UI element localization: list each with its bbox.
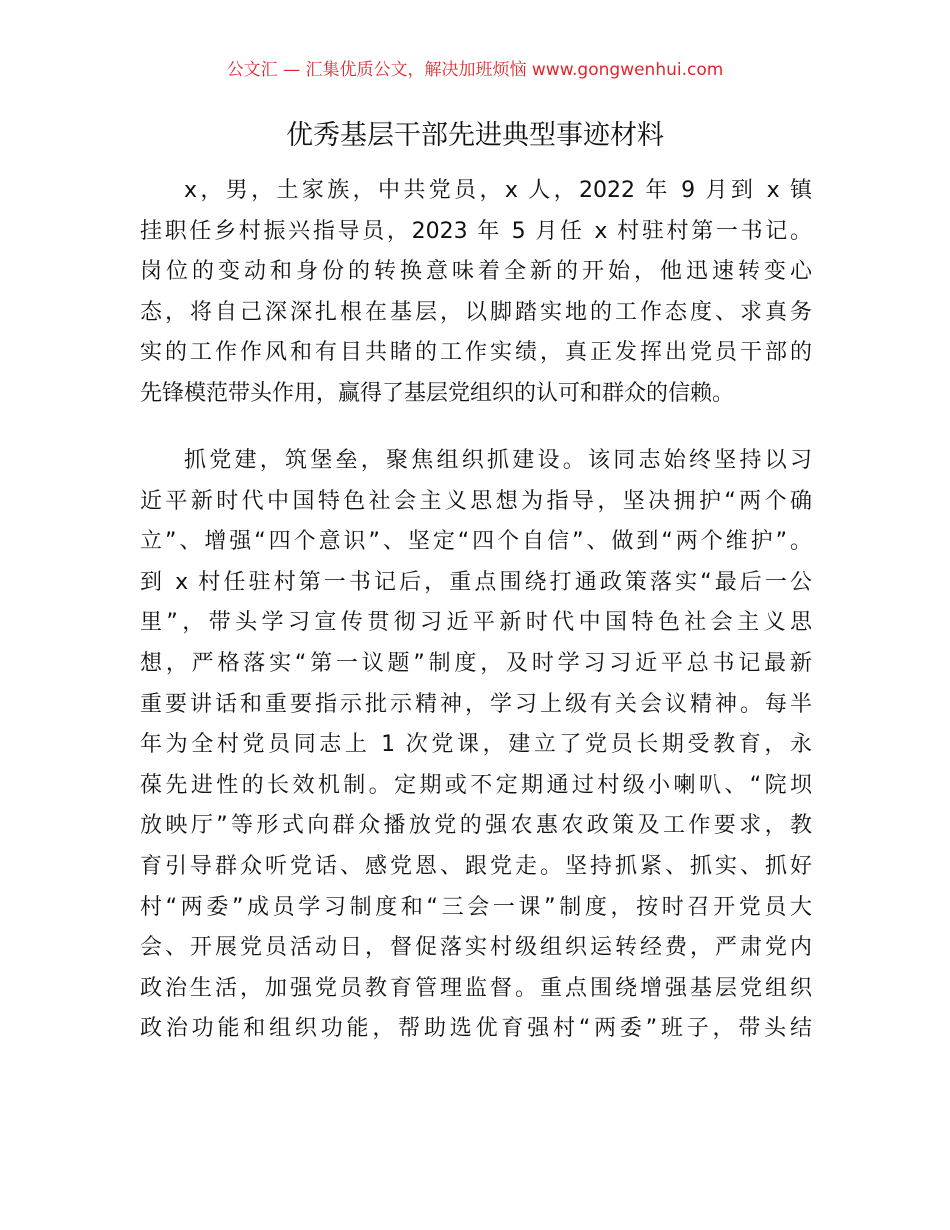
paragraph-line: 会、开展党员活动日，督促落实村级组织运转经费，严肃党内: [140, 935, 812, 961]
paragraph-line: 先锋模范带头作用，赢得了基层党组织的认可和群众的信赖。: [140, 380, 735, 406]
document-title: 优秀基层干部先进典型事迹材料: [286, 120, 664, 151]
paragraph-line: 放映厅”等形式向群众播放党的强农惠农政策及工作要求，教: [140, 813, 812, 839]
paragraph-intro: [140, 171, 812, 415]
paragraph-line: 育引导群众听党话、感党恩、跟党走。坚持抓紧、抓实、抓好: [140, 853, 812, 879]
paragraph-line: 政治功能和组织功能，帮助选优育强村“两委”班子，带头结: [140, 1016, 812, 1042]
paragraph-line: 到 x 村任驻村第一书记后，重点围绕打通政策落实“最后一公: [140, 569, 812, 595]
paragraph-line: 葆先进性的长效机制。定期或不定期通过村级小喇叭、“院坝: [140, 772, 812, 798]
paragraph-line: 重要讲话和重要指示批示精神，学习上级有关会议精神。每半: [140, 691, 812, 717]
paragraph-line: x，男，土家族，中共党员，x 人，2022 年 9 月到 x 镇: [184, 178, 812, 203]
paragraph-line: 实的工作作风和有目共睹的工作实绩，真正发挥出党员干部的: [140, 340, 812, 366]
paragraph-line: 立”、增强“四个意识”、坚定“四个自信”、做到“两个维护”。: [140, 529, 812, 555]
paragraph-party-building: [140, 441, 812, 1050]
paragraph-line: 里”，带头学习宣传贯彻习近平新时代中国特色社会主义思: [140, 610, 812, 636]
paragraph-line: 抓党建，筑堡垒，聚焦组织抓建设。该同志始终坚持以习: [184, 448, 812, 473]
paragraph-line: 村“两委”成员学习制度和“三会一课”制度，按时召开党员大: [140, 894, 812, 920]
paragraph-line: 态，将自己深深扎根在基层，以脚踏实地的工作态度、求真务: [140, 299, 812, 325]
paragraph-line: 岗位的变动和身份的转换意味着全新的开始，他迅速转变心: [140, 259, 812, 285]
paragraph-line: 政治生活，加强党员教育管理监督。重点围绕增强基层党组织: [140, 975, 812, 1001]
paragraph-line: 年为全村党员同志上 1 次党课，建立了党员长期受教育，永: [140, 732, 812, 758]
paragraph-line: 想，严格落实“第一议题”制度，及时学习习近平总书记最新: [140, 650, 812, 676]
paragraph-line: 近平新时代中国特色社会主义思想为指导，坚决拥护“两个确: [140, 488, 812, 514]
paragraph-line: 挂职任乡村振兴指导员，2023 年 5 月任 x 村驻村第一书记。: [140, 218, 812, 244]
site-header-banner: 公文汇 — 汇集优质公文，解决加班烦恼 www.gongwenhui.com: [226, 60, 724, 80]
